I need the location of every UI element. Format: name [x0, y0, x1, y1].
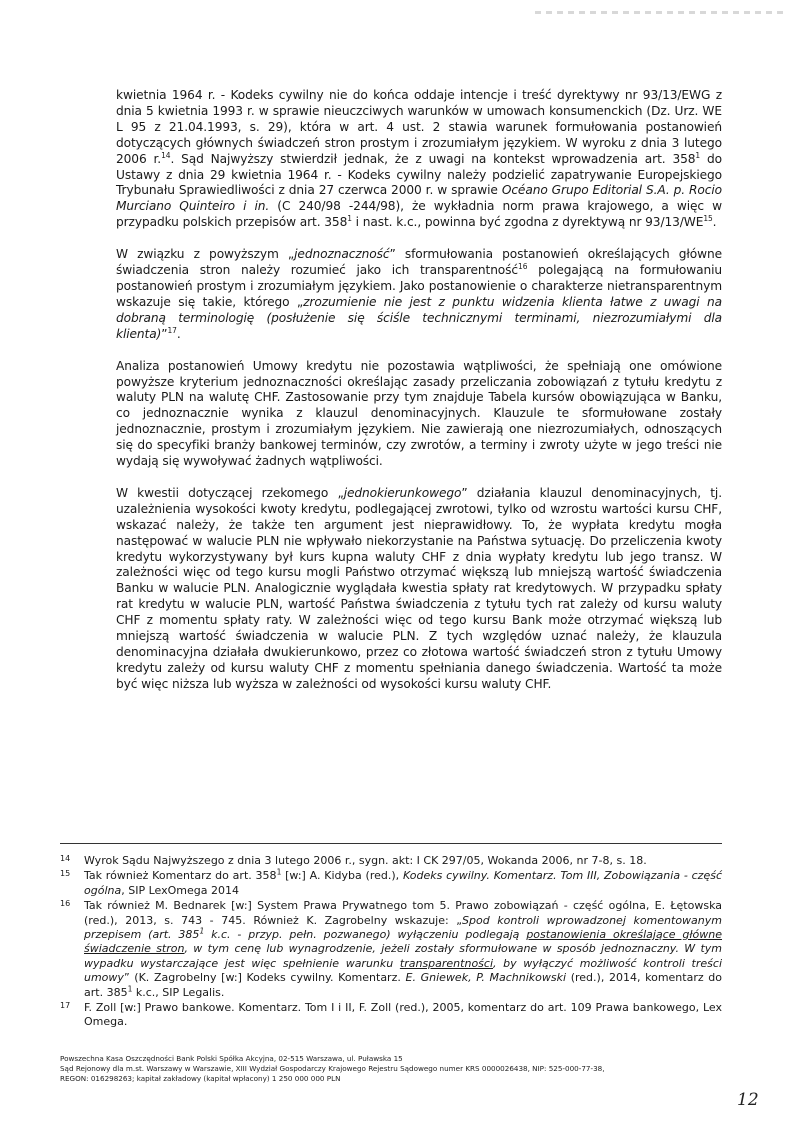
text-run: Analiza postanowień Umowy kredytu nie pozostawia wątpliwości, że spełniają one omówione powyższe kryterium jednoznaczności określając zasady przeliczania zobowiązań z tytułu kredytu z waluty PLN na walutę CHF. Zastosowanie przy tym znajduje Tabela kursów obowiązująca w Banku, co jednoznacznie wynika z klauzul denominacyjnych. Klauzule te sformułowane zostały jednoznacznie, prostym i zrozumiałym językiem. Nie zawierają one niezrozumiałych, odnoszących się do specyfiki branży bankowej terminów, czy zwrotów, a terminy i zwroty użyte w jego treści nie wydają się wywoływać żadnych wątpliwości. [116, 358, 722, 469]
footnote-item [60, 1001, 722, 1030]
text-run: Tak również M. Bednarek [w:] System Prawa Prywatnego tom 5. Prawo zobowiązań - część ogólna, E. Łętowska (red.), 2013, s. 743 - 745. Również K. Zagrobelny wskazuje: „ [84, 899, 722, 927]
emphasized-text: transparentności [399, 956, 494, 970]
emphasized-text: Océano Grupo Editorial S.A. p. Rocio Murciano Quinteiro i in. [116, 183, 722, 214]
text-run: ” (K. Zagrobelny [w:] Kodeks cywilny. Komentarz. [123, 971, 406, 985]
text-run: kwietnia 1964 r. - Kodeks cywilny nie do końca oddaje intencje i treść dyrektywy nr 93/13/EWG z dnia 5 kwietnia 1993 r. w sprawie nieuczciwych warunków w umowach konsumenckich (Dz. Urz. WE L 95 z 21.04.1993, s. 29), która w art. 4 ust. 2 stawia warunek formułowania postanowień dotyczących głównych świadczeń stron prostym i zrozumiałym językiem. W wyroku z dnia 3 lutego 2006 r. [116, 88, 722, 166]
text-run: ” [161, 326, 168, 341]
footnote-item [60, 869, 722, 898]
footnote-number: 16 [60, 899, 71, 909]
text-run: polegającą na formułowaniu postanowień prostym i zrozumiałym językiem. Jako postanowienie o charakterze nietransparentnym wskazuje się takie, którego „ [116, 263, 722, 309]
text-run: . [712, 215, 717, 230]
text-run: , SIP LexOmega 2014 [121, 883, 239, 897]
text-run: W związku z powyższym „ [116, 247, 295, 262]
text-run: . [176, 326, 181, 341]
text-run: [w:] A. Kidyba (red.), [281, 869, 403, 883]
bank-footer [60, 1054, 700, 1084]
footnote-number: 15 [60, 869, 71, 879]
footnote-text [84, 869, 722, 898]
text-run: W kwestii dotyczącej rzekomego „ [116, 485, 344, 500]
emphasized-text: Spod kontroli wprowadzonej komentowanym przepisem (art. 385 [84, 913, 722, 942]
bank-footer-line: REGON: 016298263; kapitał zakładowy (kapitał wpłacony) 1 250 000 000 PLN [60, 1074, 341, 1083]
scan-artifact-marks [535, 11, 785, 14]
emphasized-text: Kodeks cywilny. Komentarz. Tom III, Zobowiązania - część ogólna [84, 869, 722, 897]
footnote-ref: 1 [695, 150, 701, 160]
footnote-text [84, 1001, 722, 1030]
footnote-number: 14 [60, 854, 71, 863]
footnote-ref: 16 [518, 262, 528, 271]
text-run: . Sąd Najwyższy stwierdził jednak, że z uwagi na kontekst wprowadzenia art. 358 [170, 151, 696, 166]
text-run: ” sformułowania postanowień określających główne świadczenia stron należy rozumieć jako ich transparentność [116, 247, 722, 278]
footnote-ref: 1 [347, 214, 352, 224]
emphasized-text: , w tym cenę lub wynagrodzenie, jeżeli zostały sformułowane w sposób jednoznaczny. W tym wypadku wystarczające jest więc spełnienie warunku [84, 942, 723, 970]
emphasized-text: jednoznaczność [294, 247, 390, 262]
footnote-ref: 14 [161, 150, 171, 160]
footnote-ref: 1 [199, 926, 205, 936]
body-paragraph [116, 486, 722, 693]
footnote-text [84, 854, 722, 868]
emphasized-text: , by wyłączyć możliwość kontroli treści umowy [84, 956, 722, 985]
handwritten-page-number: 12 [737, 1090, 759, 1110]
text-run: Wyrok Sądu Najwyższego z dnia 3 lutego 2006 r., sygn. akt: I CK 297/05, Wokanda 2006, nr 7-8, s. 18. [84, 854, 647, 867]
footnote-ref: 1 [276, 867, 282, 877]
bank-footer-line: Sąd Rejonowy dla m.st. Warszawy w Warszawie, XIII Wydział Gospodarczy Krajowego Rejestru Sądowego numer KRS 0000026438, NIP: 525-000-77-38, [60, 1064, 605, 1073]
footnote-text [84, 899, 722, 1000]
footnote-number: 17 [60, 1001, 71, 1011]
text-run: do Ustawy z dnia 29 kwietnia 1964 r. - Kodeks cywilny należy podzielić zapatrywanie Europejskiego Trybunału Sprawiedliwości z dnia 27 czerwca 2000 r. w sprawie [116, 151, 722, 198]
body-paragraph [116, 359, 722, 470]
footnote-item [60, 854, 722, 868]
emphasized-text: jednokierunkowego [343, 485, 462, 500]
footnotes-section [60, 843, 722, 1031]
emphasized-text: k.c. - przyp. pełn. pozwanego) wyłączeniu podlegają [204, 928, 527, 942]
footnote-item [60, 899, 722, 1000]
footnote-ref: 1 [127, 984, 133, 993]
bank-footer-line: Powszechna Kasa Oszczędności Bank Polski Spółka Akcyjna, 02-515 Warszawa, ul. Puławska 15 [60, 1054, 403, 1063]
text-run: ” działania klauzul denominacyjnych, tj. uzależnienia wysokości kwoty kredytu, podlegającej zwrotowi, tylko od wzrostu wartości kursu CHF, wskazać należy, że także ten argument jest nieprawidłowy. To, że wypłata kredytu mogła następować w walucie PLN nie wpływało niekorzystanie na Państwa sytuację. Do przeliczenia kwoty kredytu wykorzystywany był kurs kupna waluty CHF z dnia wypłaty kredytu lub jego transz. W zależności więc od tego kursu mogli Państwo otrzymać większą lub mniejszą wartość świadczenia Banku w walucie PLN. Analogicznie wyglądała kwestia spłaty rat kredytowych. W przypadku spłaty rat kredytu w walucie PLN, wartość Państwa świadczenia z tytułu tych rat zależy od kursu waluty CHF z momentu spłaty raty. W zależności więc od tego kursu Bank może otrzymać większą lub mniejszą wartość świadczenia w walucie PLN. Z tych względów uznać należy, że klauzula denominacyjna działała dwukierunkowo, przez co złotowa wartość świadczeń stron z tytułu Umowy kredytu zależy od kursu waluty CHF z momentu spełniania danego świadczenia. Wartość ta może być więc niższa lub wyższa w zależności od wysokości kursu waluty CHF. [116, 485, 722, 691]
body-paragraph [116, 88, 722, 231]
text-run: F. Zoll [w:] Prawo bankowe. Komentarz. Tom I i II, F. Zoll (red.), 2005, komentarz do art. 109 Prawa bankowego, Lex Omega. [84, 1001, 722, 1029]
emphasized-text: postanowienia określające główne świadczenie stron [84, 928, 723, 956]
emphasized-text: E. Gniewek, P. Machnikowski [405, 971, 567, 985]
text-run: k.c., SIP Legalis. [132, 985, 225, 999]
footnote-ref: 17 [167, 325, 177, 335]
text-run: Tak również Komentarz do art. 358 [84, 869, 277, 883]
document-body [116, 88, 722, 709]
text-run: i nast. k.c., powinna być zgodna z dyrektywą nr 93/13/WE [351, 215, 704, 230]
body-paragraph [116, 247, 722, 342]
text-run: (C 240/98 -244/98), że wykładnia norm prawa krajowego, a więc w przypadku polskich przepisów art. 358 [116, 199, 722, 230]
footnote-ref: 15 [703, 214, 713, 224]
text-run: (red.), 2014, komentarz do art. 385 [84, 971, 723, 999]
emphasized-text: zrozumienie nie jest z punktu widzenia klienta łatwe z uwagi na dobraną terminologię (posłużenie się ściśle technicznymi terminami, niezrozumiałymi dla klienta) [116, 294, 722, 341]
